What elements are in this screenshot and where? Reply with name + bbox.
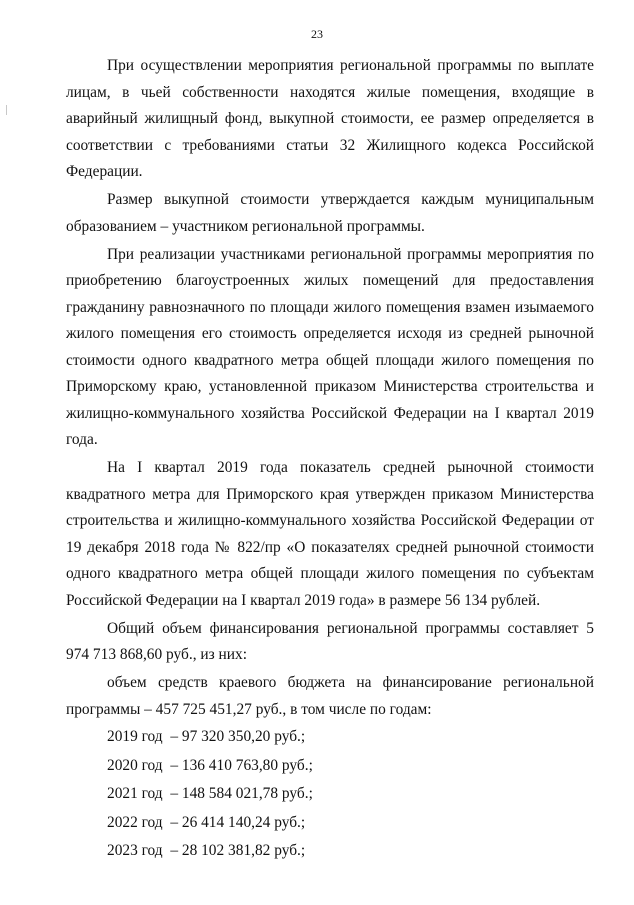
paragraph-redemption-approval: Размер выкупной стоимости утверждается каждым муниципальным образованием – участником региональной программы.: [66, 191, 594, 235]
year-line-2021: 2021 год – 148 584 021,78 руб.;: [107, 785, 313, 802]
year-line-2019: 2019 год – 97 320 350,20 руб.;: [107, 728, 306, 745]
year-line-2023: 2023 год – 28 102 381,82 руб.;: [107, 842, 306, 859]
year-line-2020: 2020 год – 136 410 763,80 руб.;: [107, 756, 313, 774]
paragraph-redemption-payment: При осуществлении мероприятия региональной программы по выплате лицам, в чьей собственности находятся жилые помещения, входящие в аварийный жилищный фонд, выкупной стоимости, ее размер определяется в соответствии с требованиями статьи 32 Жилищного кодекса Российской Федерации.: [66, 57, 594, 180]
paragraph-total-funding: Общий объем финансирования региональной программы составляет 5 974 713 868,60 руб., из них:: [66, 619, 594, 663]
yearly-funding-list: [66, 723, 594, 866]
paragraph-regional-budget: объем средств краевого бюджета на финансирование региональной программы – 457 725 451,27 руб., в том числе по годам:: [66, 674, 594, 718]
paragraph-housing-acquisition: При реализации участниками региональной программы мероприятия по приобретению благоустроенных жилых помещений для предоставления гражданину равнозначного по площади жилого помещения взамен изымаемого жилого помещения его стоимость определяется исходя из средней рыночной стоимости одного квадратного метра общей площади жилого помещения по Приморскому краю, установленной приказом Министерства строительства и жилищно-коммунального хозяйства Российской Федерации на I квартал 2019 года.: [66, 245, 594, 448]
year-line-2022: 2022 год – 26 414 140,24 руб.;: [107, 813, 306, 831]
paragraph-market-price: На I квартал 2019 года показатель средней рыночной стоимости квадратного метра для Приморского края утвержден приказом Министерства строительства и жилищно-коммунального хозяйства Российской Федерации от 19 декабря 2018 года № 822/пр «О показателях средней рыночной стоимости одного квадратного метра общей площади жилого помещения по субъектам Российской Федерации на I квартал 2019 года» в размере 56 134 рублей.: [66, 459, 594, 609]
document-body: [66, 53, 594, 866]
margin-mark: [6, 105, 7, 115]
page-number: 23: [311, 27, 323, 41]
